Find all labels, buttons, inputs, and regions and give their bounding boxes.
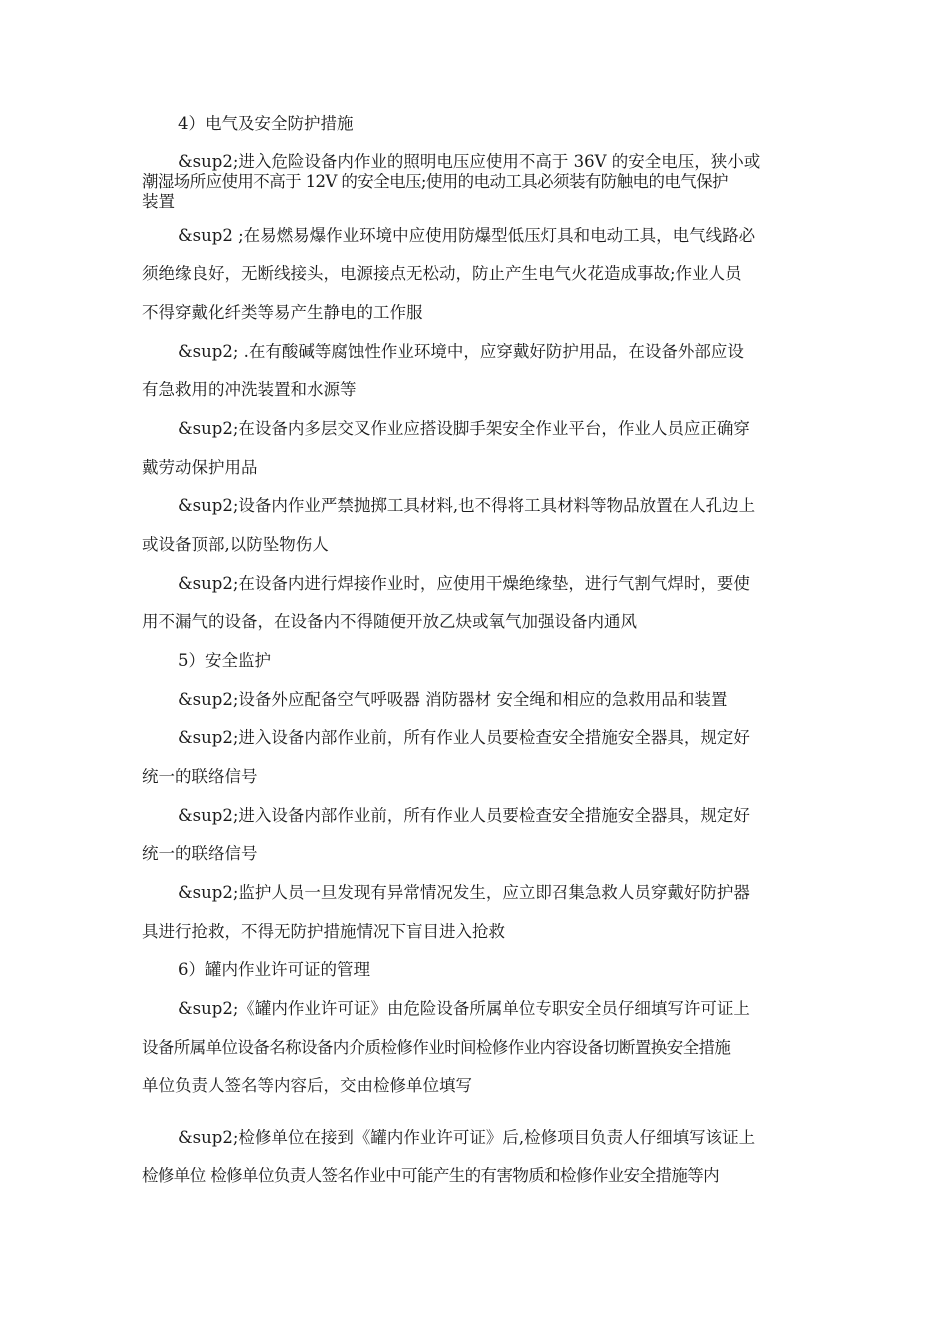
text-line: &sup2;设备内作业严禁抛掷工具材料,也不得将工具材料等物品放置在人孔边上 [178,496,756,515]
text-line: 有急救用的冲洗装置和水源等 [142,380,357,399]
text-line: &sup2;在设备内多层交叉作业应搭设脚手架安全作业平台，作业人员应正确穿 [178,419,750,438]
text-line: 设备所属单位设备名称设备内介质检修作业时间检修作业内容设备切断置换安全措施 [142,1038,731,1057]
text-line: 潮湿场所应使用不高于 12V 的安全电压;使用的电动工具必须装有防触电的电气保护 [142,172,728,191]
section-heading-electrical: 4）电气及安全防护措施 [178,114,354,133]
text-line: 戴劳动保护用品 [142,458,258,477]
section-heading-supervision: 5）安全监护 [178,651,271,670]
text-line: 或设备顶部,以防坠物伤人 [142,535,329,554]
text-line: 不得穿戴化纤类等易产生静电的工作服 [142,303,423,322]
text-line: &sup2;在设备内进行焊接作业时，应使用干燥绝缘垫，进行气割气焊时，要使 [178,574,750,593]
text-line: &sup2;进入设备内部作业前，所有作业人员要检查安全措施安全器具，规定好 [178,728,750,747]
text-line: 具进行抢救，不得无防护措施情况下盲目进入抢救 [142,922,505,941]
text-line: &sup2;设备外应配备空气呼吸器 消防器材 安全绳和相应的急救用品和装置 [178,690,728,709]
text-line: 检修单位 检修单位负责人签名作业中可能产生的有害物质和检修作业安全措施等内 [142,1166,720,1185]
text-line: &sup2;进入危险设备内作业的照明电压应使用不高于 36V 的安全电压，狭小或 [178,152,761,171]
text-line: 单位负责人签名等内容后，交由检修单位填写 [142,1076,472,1095]
text-line: &sup2;《罐内作业许可证》由危险设备所属单位专职安全员仔细填写许可证上 [178,999,750,1018]
text-line: 统一的联络信号 [142,767,258,786]
text-line: 装置 [142,192,175,211]
text-line: &sup2;进入设备内部作业前，所有作业人员要检查安全措施安全器具，规定好 [178,806,750,825]
text-line: &sup2 ;在易燃易爆作业环境中应使用防爆型低压灯具和电动工具，电气线路必 [178,226,756,245]
text-line: &sup2;检修单位在接到《罐内作业许可证》后,检修项目负责人仔细填写该证上 [178,1128,756,1147]
section-heading-permit: 6）罐内作业许可证的管理 [178,960,370,979]
text-line: 统一的联络信号 [142,844,258,863]
text-line: &sup2;监护人员一旦发现有异常情况发生，应立即召集急救人员穿戴好防护器 [178,883,750,902]
text-line: 用不漏气的设备，在设备内不得随便开放乙炔或氧气加强设备内通风 [142,612,637,631]
text-line: &sup2; .在有酸碱等腐蚀性作业环境中，应穿戴好防护用品，在设备外部应设 [178,342,744,361]
text-line: 须绝缘良好，无断线接头，电源接点无松动，防止产生电气火花造成事故;作业人员 [142,264,742,283]
